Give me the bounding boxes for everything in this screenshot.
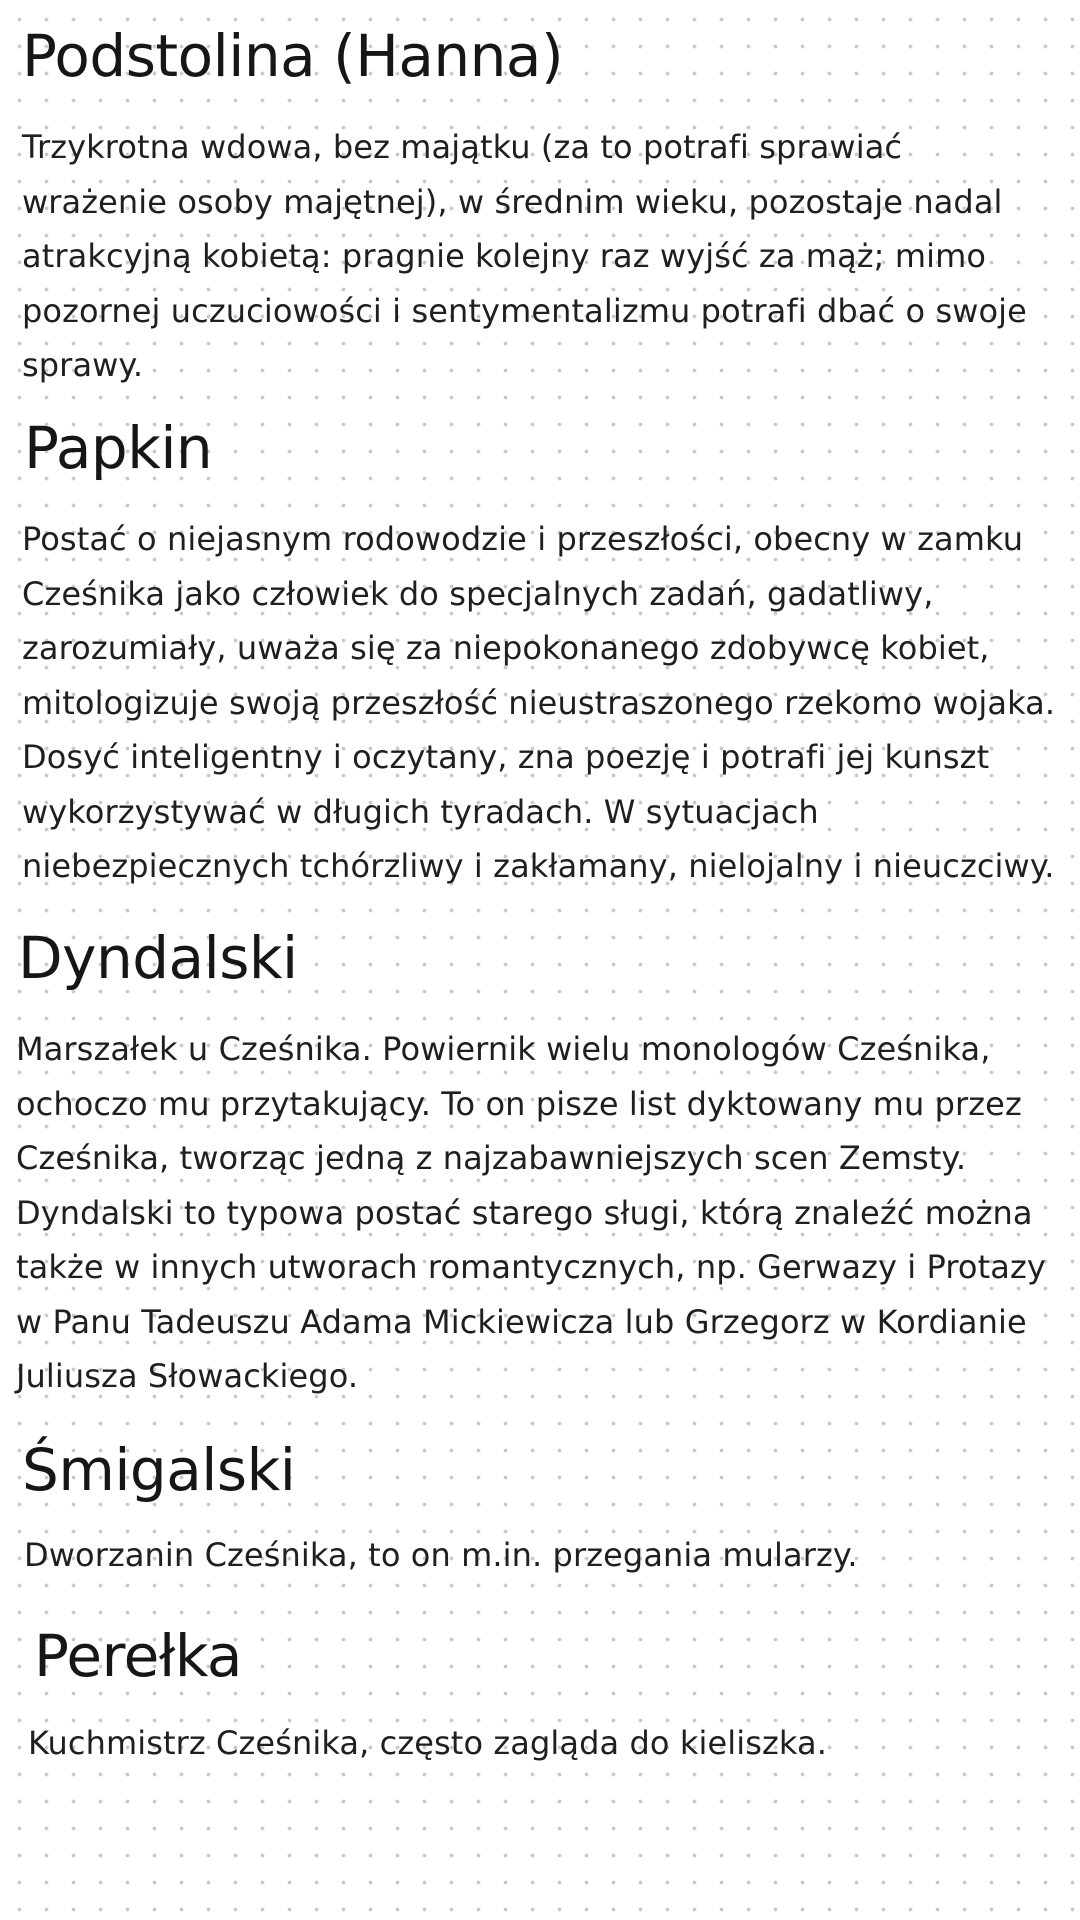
character-section-dyndalski [0,924,1065,1404]
character-name-papkin: Papkin [24,414,213,482]
character-description-perelka: Kuchmistrz Cześnika, często zagląda do kieliszka. [28,1724,827,1762]
character-description-dyndalski: Marszałek u Cześnika. Powiernik wielu monologów Cześnika, ochoczo mu przytakujący. To on pisze list dyktowany mu przez Cześnika, tworząc jedną z najzabawniejszych scen Zemsty. Dyndalski to typowa postać starego sługi, którą znaleźć można także w innych utworach romantycznych, np. Gerwazy i Protazy w Panu Tadeuszu Adama Mickiewicza lub Grzegorz w Kordianie Juliusza Słowackiego. [16,1030,1046,1395]
character-section-podstolina [0,22,1065,393]
character-section-smigalski [0,1436,1065,1583]
character-name-smigalski: Śmigalski [22,1436,296,1504]
character-description-papkin: Postać o niejasnym rodowodzie i przeszłości, obecny w zamku Cześnika jako człowiek do specjalnych zadań, gadatliwy, zarozumiały, uważa się za niepokonanego zdobywcę kobiet, mitologizuje swoją przeszłość nieustraszonego rzekomo wojaka. Dosyć inteligentny i oczytany, zna poezję i potrafi jej kunszt wykorzystywać w długich tyradach. W sytuacjach niebezpiecznych tchórzliwy i zakłamany, nielojalny i nieuczciwy. [22,520,1056,885]
character-section-perelka [0,1622,1065,1771]
character-section-papkin [0,414,1065,894]
character-name-dyndalski: Dyndalski [18,924,298,992]
character-description-smigalski: Dworzanin Cześnika, to on m.in. przegania mularzy. [24,1536,858,1574]
character-name-podstolina: Podstolina (Hanna) [22,22,564,90]
character-description-podstolina: Trzykrotna wdowa, bez majątku (za to potrafi sprawiać wrażenie osoby majętnej), w średnim wieku, pozostaje nadal atrakcyjną kobietą: pragnie kolejny raz wyjść za mąż; mimo pozornej uczuciowości i sentymentalizmu potrafi dbać o swoje sprawy. [22,128,1027,384]
character-name-perelka: Perełka [34,1622,242,1690]
